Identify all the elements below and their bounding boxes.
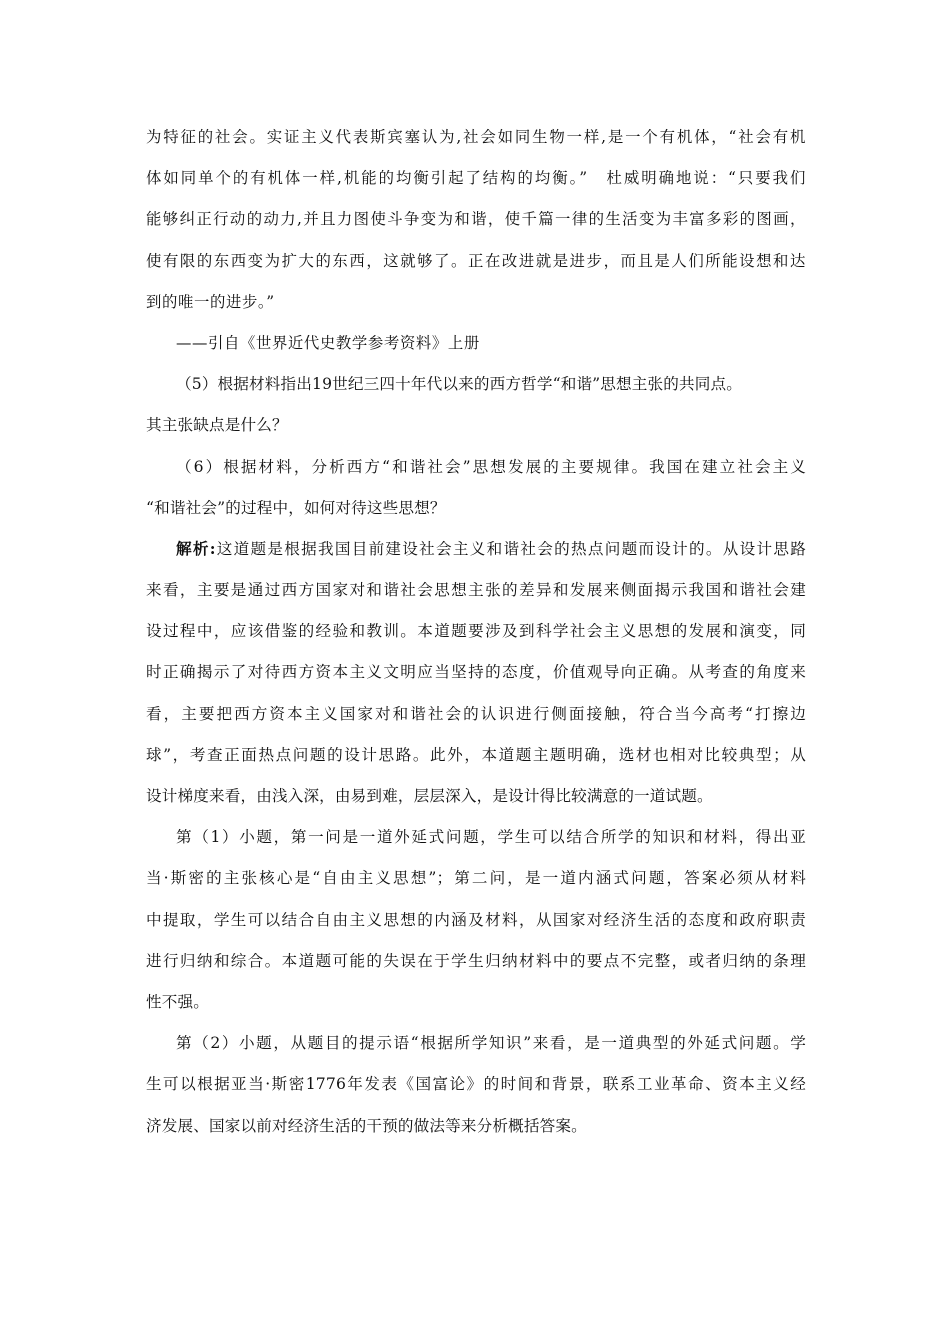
text-line: 来看，主要是通过西方国家对和谐社会思想主张的差异和发展来侧面揭示我国和谐社会建 bbox=[146, 581, 806, 600]
text-line: 济发展、国家以前对经济生活的干预的做法等来分析概括答案。 bbox=[146, 1116, 587, 1135]
text-line: 进行归纳和综合。本道题可能的失误在于学生归纳材料中的要点不完整，或者归纳的条理 bbox=[146, 951, 806, 970]
text-line: 球”，考查正面热点问题的设计思路。此外，本道题主题明确，选材也相对比较典型；从 bbox=[146, 745, 806, 764]
quoted-material bbox=[146, 124, 806, 371]
analysis-label: 解析: bbox=[176, 538, 216, 558]
text-line: 为特征的社会。实证主义代表斯宾塞认为,社会如同生物一样,是一个有机体，“社会有机 bbox=[146, 128, 806, 146]
document-page bbox=[146, 124, 806, 1154]
quote-source: ——引自《世界近代史教学参考资料》上册 bbox=[176, 333, 480, 352]
question-6 bbox=[146, 454, 806, 536]
text-line: 设计梯度来看，由浅入深，由易到难，层层深入，是设计得比较满意的一道试题。 bbox=[146, 787, 713, 805]
question-5 bbox=[146, 371, 806, 453]
text-line: “和谐社会”的过程中，如何对待这些思想？ bbox=[146, 498, 446, 517]
part-2-paragraph bbox=[146, 1030, 806, 1154]
text-line: （6）根据材料，分析西方“和谐社会”思想发展的主要规律。我国在建立社会主义 bbox=[176, 457, 806, 476]
text-line: 其主张缺点是什么？ bbox=[146, 416, 288, 435]
text-line: 中提取，学生可以结合自由主义思想的内涵及材料，从国家对经济生活的态度和政府职责 bbox=[146, 910, 806, 929]
text-line: 第（1）小题，第一问是一道外延式问题，学生可以结合所学的知识和材料，得出亚 bbox=[176, 828, 806, 847]
text-line: 设过程中，应该借鉴的经验和教训。本道题要涉及到科学社会主义思想的发展和演变，同 bbox=[146, 622, 806, 641]
text-line: 到的唯一的进步。” bbox=[146, 292, 275, 311]
text-line: 性不强。 bbox=[146, 992, 209, 1011]
text-line: 时正确揭示了对待西方资本主义文明应当坚持的态度，价值观导向正确。从考查的角度来 bbox=[146, 663, 806, 682]
text-line bbox=[146, 536, 806, 577]
text-line: 当·斯密的主张核心是“自由主义思想”；第二问，是一道内涵式问题，答案必须从材料 bbox=[146, 869, 806, 888]
text-line: 使有限的东西变为扩大的东西，这就够了。正在改进就是进步，而且是人们所能设想和达 bbox=[146, 251, 806, 270]
text-line: 第（2）小题，从题目的提示语“根据所学知识”来看，是一道典型的外延式问题。学 bbox=[176, 1034, 806, 1053]
text-line: 体如同单个的有机体一样,机能的均衡引起了结构的均衡。” 杜威明确地说：“只要我们 bbox=[146, 169, 806, 188]
text-line: 生可以根据亚当·斯密1776年发表《国富论》的时间和背景，联系工业革命、资本主义经 bbox=[146, 1075, 806, 1094]
analysis-text: 这道题是根据我国目前建设社会主义和谐社会的热点问题而设计的。从设计思路 bbox=[215, 539, 806, 558]
part-1-paragraph bbox=[146, 824, 806, 1030]
text-line: （5）根据材料指出19世纪三四十年代以来的西方哲学“和谐”思想主张的共同点。 bbox=[176, 375, 743, 394]
text-line: 能够纠正行动的动力,并且力图使斗争变为和谐，使千篇一律的生活变为丰富多彩的图画， bbox=[146, 210, 806, 229]
text-line: 看，主要把西方资本主义国家对和谐社会的认识进行侧面接触，符合当今高考“打擦边 bbox=[146, 704, 806, 723]
analysis-section bbox=[146, 536, 806, 824]
